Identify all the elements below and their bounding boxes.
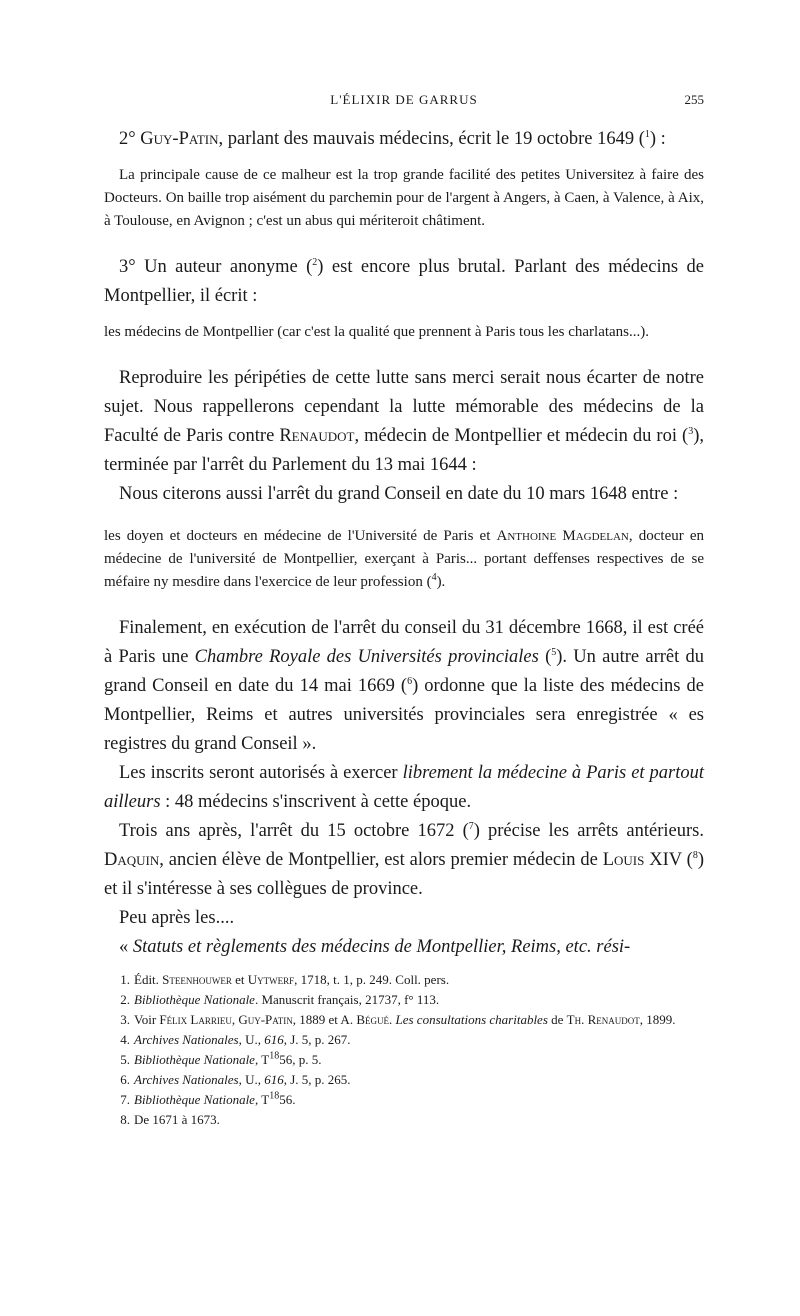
footnote: 3. Voir Félix Larrieu, Guy-Patin, 1889 et A. Bégué. Les consultations charitables de Th. Renaudot, 1899.: [120, 1012, 676, 1027]
paragraph-renaudot: Reproduire les péripéties de cette lutte sans merci serait nous écarter de notre sujet. Nous rappellerons cependant la lutte mémorable des médecins de la Faculté de Paris contre Renaudot, médecin de Montpellier et médecin du roi ($^3$), terminée par l'arrêt du Parlement du 13 mai 1644 :: [104, 368, 704, 475]
paragraph-chambre-royale: Finalement, en exécution de l'arrêt du conseil du 31 décembre 1668, il est créé à Paris une Chambre Royale des Universités provinciales ($^5$). Un autre arrêt du grand Conseil en date du 14 mai 1669 ($^6$) ordonne que la liste des médecins de Montpellier, Reims et autres universités provinciales sera enregistrée « es registres du grand Conseil ».: [104, 618, 704, 754]
running-title: L'ÉLIXIR DE GARRUS: [330, 92, 478, 107]
footnotes: [104, 970, 704, 1130]
footnote: 1. Édit. Steenhouwer et Uytwerf, 1718, t. 1, p. 249. Coll. pers.: [120, 972, 450, 987]
body-text: [104, 125, 704, 1130]
paragraph-inscrits: Les inscrits seront autorisés à exercer librement la médecine à Paris et partout ailleurs : 48 médecins s'inscrivent à cette époque.: [104, 763, 704, 812]
footnote: 4. Archives Nationales, U., 616, J. 5, p. 267.: [120, 1032, 351, 1047]
page-header: [104, 92, 704, 112]
footnote-ref: 3: [688, 425, 694, 437]
block-quote: La principale cause de ce malheur est la trop grande facilité des petites Universitez à faire des Docteurs. On baille trop aisément du parchemin pour de l'argent à Angers, à Caen, à Valence, à Aix, à Toulouse, en Avignon ; c'est un abus qui mériteroit châtiment.: [104, 167, 704, 229]
block-quote: les médecins de Montpellier (car c'est la qualité que prennent à Paris tous les charlatans...).: [104, 324, 650, 340]
paragraph-arret-1648: Nous citerons aussi l'arrêt du grand Conseil en date du 10 mars 1648 entre :: [119, 484, 679, 504]
footnote-ref: 2: [312, 256, 318, 268]
person-name: Louis: [602, 850, 645, 870]
footnote-ref: 8: [692, 849, 698, 861]
block-quote: les doyen et docteurs en médecine de l'Université de Paris et Anthoine Magdelan, docteur en médecine de l'université de Montpellier, exerçant à Paris... portant deffenses respectives de se méfaire ny mesdire dans l'exercice de leur profession ($^4$).: [104, 528, 705, 590]
person-name: Daquin: [104, 850, 160, 870]
paragraph-daquin: Trois ans après, l'arrêt du 15 octobre 1672 ($^7$) précise les arrêts antérieurs. Daquin, ancien élève de Montpellier, est alors premier médecin de Louis XIV ($^8$) et il s'intéresse à ses collègues de province.: [104, 820, 704, 899]
paragraph-anonyme: 3° Un auteur anonyme ($^2$) est encore plus brutal. Parlant des médecins de Montpellier, il écrit :: [104, 256, 704, 306]
footnote: 8. De 1671 à 1673.: [120, 1112, 220, 1127]
footnote-ref: 7: [468, 820, 474, 832]
person-name: Renaudot: [279, 426, 355, 446]
footnote-ref: 6: [407, 675, 413, 687]
paragraph-statuts: « Statuts et règlements des médecins de Montpellier, Reims, etc. rési-: [119, 937, 631, 957]
page-number: 255: [684, 92, 704, 107]
author-name: Guy-Patin: [140, 129, 219, 149]
footnote: 6. Archives Nationales, U., 616, J. 5, p. 265.: [120, 1072, 351, 1087]
footnote: 2. Bibliothèque Nationale. Manuscrit français, 21737, f° 113.: [120, 992, 440, 1007]
footnote-ref: 1: [644, 128, 650, 140]
footnote-ref: 5: [551, 646, 557, 658]
paragraph-guy-patin: 2° Guy-Patin, parlant des mauvais médecins, écrit le 19 octobre 1649 ($^1$) :: [119, 128, 666, 149]
paragraph-peu-apres: Peu après les....: [119, 908, 235, 928]
footnote: 7. Bibliothèque Nationale, $T^{18}56$.: [120, 1090, 296, 1107]
person-name: Anthoine Magdelan: [496, 528, 629, 544]
footnote: 5. Bibliothèque Nationale, $T^{18}56$, p. 5.: [120, 1050, 322, 1067]
footnote-ref: 4: [431, 572, 437, 583]
